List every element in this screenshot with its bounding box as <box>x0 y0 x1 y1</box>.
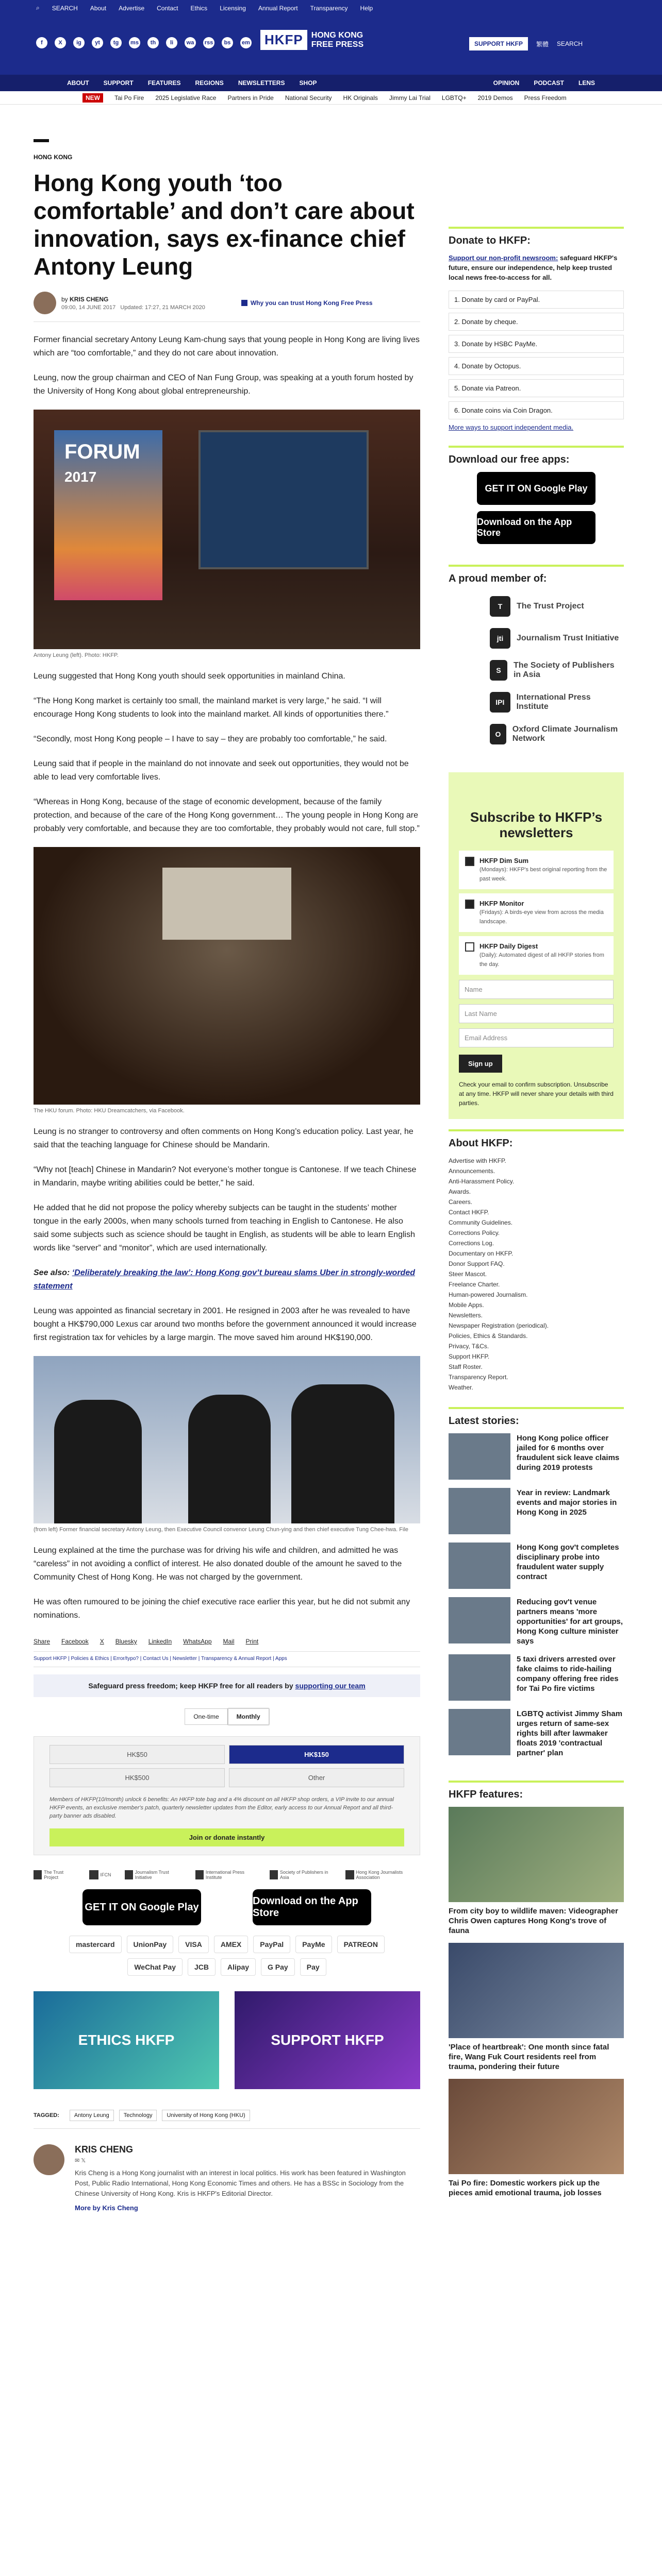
sopa-icon: S <box>490 660 507 681</box>
author-avatar <box>34 292 56 314</box>
nav-lens[interactable]: LENS <box>578 79 595 87</box>
members-widget <box>449 565 624 762</box>
signup-button[interactable]: Sign up <box>459 1055 502 1073</box>
frequency-toggle <box>34 1708 420 1725</box>
paragraph: He was often rumoured to be joining the chief executive race earlier this year, but he did not submit any nominations. <box>34 1598 410 1620</box>
about-link[interactable]: Donor Support FAQ. <box>449 1260 505 1267</box>
sopa-icon <box>270 1870 278 1879</box>
nav-support[interactable]: SUPPORT <box>103 79 134 87</box>
more-by-author-link[interactable]: More by Kris Cheng <box>75 2204 138 2212</box>
about-link[interactable]: Freelance Charter. <box>449 1281 500 1288</box>
members-title: A proud member of: <box>449 573 547 584</box>
logo-text: HONG KONG FREE PRESS <box>311 30 364 49</box>
photo-caption: Antony Leung (left). Photo: HKFP. <box>34 652 119 658</box>
trending-link[interactable]: 2019 Demos <box>477 94 513 101</box>
share-bar <box>34 1638 420 1652</box>
newsletter-option[interactable]: HKFP Monitor (Fridays): A birds-eye view from across the media landscape. <box>459 893 614 932</box>
story-item[interactable]: Reducing gov't venue partners means 'more opportunities' for art groups, Hong Kong culture minister says <box>449 1597 624 1646</box>
paragraph: He added that he did not propose the policy whereby subjects can be taught in the students’ mother tongue in the early 2000s, when many schools turned from teaching in English to Cantonese. He also said some subjects such as science should be taught in English, as students will be able to learn English words like “server” and “monitor”, which are used internationally. <box>34 1204 415 1252</box>
site-logo[interactable] <box>260 30 363 50</box>
paragraph: Leung, now the group chairman and CEO of Nan Fung Group, was speaking at a youth forum hosted by the University of Hong Kong about global entrepreneurship. <box>34 374 413 396</box>
support-banner[interactable]: SUPPORT HKFP <box>235 1991 420 2089</box>
top-nav-help[interactable]: Help <box>360 4 373 12</box>
story-thumbnail <box>449 1488 510 1534</box>
newsletter-title: Subscribe to HKFP’s newsletters <box>470 809 603 840</box>
article-title: Hong Kong youth ‘too comfortable’ and don’t care about innovation, says ex-finance chief Antony Leung <box>34 170 415 280</box>
support-team-link[interactable]: supporting our team <box>295 1682 366 1690</box>
checkbox-icon[interactable] <box>465 900 474 909</box>
title-rule <box>34 139 49 142</box>
top-nav-annual-report[interactable]: Annual Report <box>258 4 298 12</box>
auditorium-photo <box>34 847 420 1105</box>
app-store-buttons <box>34 1889 420 1925</box>
share-whatsapp[interactable]: WhatsApp <box>183 1638 212 1645</box>
trust-link[interactable]: Why you can trust Hong Kong Free Press <box>241 299 373 307</box>
nav-opinion[interactable]: OPINION <box>493 79 520 87</box>
app-store-button[interactable]: Download on the App Store <box>253 1889 371 1925</box>
story-item[interactable]: 5 taxi drivers arrested over fake claims to ride-hailing company offering free rides for Tai Po fire victims <box>449 1654 624 1701</box>
ethics-banner[interactable]: ETHICS HKFP <box>34 1991 219 2089</box>
logo-mark: HKFP <box>260 30 307 50</box>
trending-link[interactable]: Partners in Pride <box>227 94 274 101</box>
tags <box>34 2110 420 2129</box>
ipi-icon <box>195 1870 204 1879</box>
article <box>34 139 420 2212</box>
payment-methods <box>54 1936 400 1976</box>
share-mail[interactable]: Mail <box>223 1638 235 1645</box>
share-label: Share <box>34 1638 51 1645</box>
features-title: HKFP features: <box>449 1789 523 1800</box>
donate-title: Donate to HKFP: <box>449 235 531 246</box>
amount-other[interactable]: Other <box>229 1768 404 1787</box>
bluesky-icon[interactable]: bs <box>222 37 233 48</box>
more-ways-link[interactable]: More ways to support independent media. <box>449 423 574 431</box>
nav-newsletters[interactable]: NEWSLETTERS <box>238 79 285 87</box>
top-nav-about[interactable]: About <box>90 4 107 12</box>
donate-option[interactable]: 6. Donate coins via Coin Dragon. <box>449 401 624 419</box>
byline-meta: by KRIS CHENG 09:00, 14 JUNE 2017 Updated: 17:27, 21 MARCH 2020 <box>61 295 205 311</box>
byline <box>34 292 420 322</box>
oxford-icon: O <box>490 724 506 744</box>
author-box-avatar <box>34 2144 64 2175</box>
about-link[interactable]: Anti-Harassment Policy. <box>449 1178 515 1185</box>
header-actions <box>469 37 583 50</box>
publish-date: 09:00, 14 JUNE 2017 <box>61 304 116 311</box>
nav-features[interactable]: FEATURES <box>147 79 181 87</box>
trending-bar <box>0 91 662 105</box>
tag[interactable]: Antony Leung <box>70 2110 114 2121</box>
feature-image <box>449 1943 624 2038</box>
story-thumbnail <box>449 1654 510 1701</box>
about-links[interactable] <box>449 1156 624 1393</box>
author-name[interactable]: KRIS CHENG <box>70 295 109 303</box>
about-link[interactable]: Advertise with HKFP. <box>449 1157 506 1164</box>
linkedin-icon[interactable]: li <box>166 37 177 48</box>
officials-photo <box>34 1356 420 1523</box>
see-also: See also: ‘Deliberately breaking the law’: Hong Kong gov’t bureau slams Uber in strongly-worded statement <box>34 1268 415 1291</box>
ifcn-icon <box>89 1870 98 1879</box>
about-link[interactable]: Privacy, T&Cs. <box>449 1343 489 1350</box>
top-nav-licensing[interactable]: Licensing <box>220 4 246 12</box>
email-field[interactable]: Email Address <box>459 1028 614 1047</box>
partner-logo[interactable]: Journalism Trust Initiative <box>125 1870 182 1880</box>
amount-option-selected[interactable]: HK$150 <box>229 1745 404 1764</box>
monthly-tab[interactable]: Monthly <box>228 1708 269 1725</box>
main-nav <box>0 75 662 91</box>
amount-option[interactable]: HK$50 <box>49 1745 225 1764</box>
google-play-button[interactable]: GET IT ON Google Play <box>82 1889 201 1925</box>
partner-logo[interactable]: IFCN <box>89 1870 111 1879</box>
about-link[interactable]: Corrections Log. <box>449 1240 494 1247</box>
payment-logo: Pay <box>300 1958 326 1976</box>
share-print[interactable]: Print <box>245 1638 259 1645</box>
feature-image <box>449 1807 624 1902</box>
trending-link[interactable]: Jimmy Lai Trial <box>389 94 431 101</box>
join-button[interactable]: Join or donate instantly <box>49 1828 404 1846</box>
paragraph: “Secondly, most Hong Kong people – I have to say – they are probably too comfortable,” he said. <box>34 735 387 743</box>
paragraph: Leung was appointed as financial secretary in 2001. He resigned in 2003 after he was revealed to have bought a HK$790,000 Lexus car around two months before the government announced it would increase first registration tax for vehicles by a large margin. The move saved him around HK$190,000. <box>34 1307 417 1342</box>
about-link[interactable]: Contact HKFP. <box>449 1209 489 1216</box>
tag[interactable]: University of Hong Kong (HKU) <box>162 2110 250 2121</box>
paragraph: “The Hong Kong market is certainly too small, the mainland market is very large,” he said. “I will encourage Hong Kong students to look into the mainland market. All kinds of opportunities there.” <box>34 697 389 719</box>
apps-title: Download our free apps: <box>449 454 570 465</box>
nav-regions[interactable]: REGIONS <box>195 79 224 87</box>
last-name-field[interactable]: Last Name <box>459 1004 614 1023</box>
donation-form <box>34 1736 420 1855</box>
paragraph: Leung explained at the time the purchase was for driving his wife and children, and admitted he was “careless” in not avoiding a conflict of interest. He also donated double of the amount he saved to the Community Chest of Hong Kong. He was not charged by the government. <box>34 1546 402 1582</box>
trending-link[interactable]: 2025 Legislative Race <box>155 94 217 101</box>
about-link[interactable]: Steer Mascot. <box>449 1270 487 1278</box>
newsletter-option[interactable]: HKFP Dim Sum (Mondays): HKFP's best original reporting from the past week. <box>459 851 614 889</box>
updated-date: Updated: 17:27, 21 MARCH 2020 <box>120 304 205 311</box>
support-hkfp-button[interactable]: SUPPORT HKFP <box>469 37 528 50</box>
about-widget <box>449 1129 624 1399</box>
partner-logo[interactable]: Hong Kong Journalists Association <box>345 1870 420 1880</box>
person-figure <box>188 1395 271 1523</box>
paragraph: Leung suggested that Hong Kong youth should seek opportunities in mainland China. <box>34 672 345 681</box>
latest-title: Latest stories: <box>449 1415 519 1427</box>
share-linkedin[interactable]: LinkedIn <box>148 1638 172 1645</box>
nav-podcast[interactable]: PODCAST <box>534 79 564 87</box>
stage-screen <box>162 868 291 940</box>
share-bluesky[interactable]: Bluesky <box>115 1638 137 1645</box>
about-link[interactable]: Human-powered Journalism. <box>449 1291 528 1298</box>
photo-caption: The HKU forum. Photo: HKU Dreamcatchers, via Facebook. <box>34 1108 185 1114</box>
forum-screen <box>198 430 369 569</box>
payment-logo: mastercard <box>69 1936 122 1953</box>
checkbox-icon[interactable] <box>465 942 474 952</box>
donate-link[interactable]: Support our non-profit newsroom: <box>449 254 558 262</box>
about-link[interactable]: Community Guidelines. <box>449 1219 513 1226</box>
new-badge: NEW <box>82 93 103 103</box>
ipi-icon: IPI <box>490 692 510 713</box>
tag[interactable]: Technology <box>119 2110 157 2121</box>
payment-logo: PayMe <box>295 1936 332 1953</box>
author-box-name[interactable]: KRIS CHENG <box>75 2144 134 2155</box>
photo-caption: (from left) Former financial secretary Antony Leung, then Executive Council convenor Leung Chun-ying and then chief executive Tung Chee-hwa. File <box>34 1527 409 1533</box>
about-link[interactable]: Mobile Apps. <box>449 1301 484 1309</box>
jti-icon: jti <box>490 628 510 649</box>
search-icon[interactable]: ⌕ <box>36 4 40 11</box>
apps-widget <box>449 446 624 556</box>
feature-item[interactable]: From city boy to wildlife maven: Videographer Chris Owen captures Hong Kong's trove of fauna <box>449 1807 624 1936</box>
google-play-button[interactable]: GET IT ON Google Play <box>477 472 595 505</box>
tags-label: TAGGED: <box>34 2112 59 2119</box>
about-link[interactable]: Careers. <box>449 1198 473 1206</box>
latest-widget <box>449 1407 624 1772</box>
newsletter-widget <box>449 772 624 1119</box>
whatsapp-icon[interactable]: wa <box>185 37 196 48</box>
donate-widget <box>449 227 624 437</box>
amount-option[interactable]: HK$500 <box>49 1768 225 1787</box>
footer-links[interactable]: Support HKFP | Policies & Ethics | Error/typo? | Contact Us | Newsletter | Transparency & Annual Report | Apps <box>34 1656 420 1667</box>
jti-icon <box>125 1870 133 1879</box>
trending-link[interactable]: HK Originals <box>343 94 378 101</box>
member-logo[interactable]: S The Society of Publishers in Asia <box>490 660 624 681</box>
name-field[interactable]: Name <box>459 980 614 999</box>
about-title: About HKFP: <box>449 1138 513 1149</box>
donate-option[interactable]: 1. Donate by card or PayPal. <box>449 291 624 309</box>
promo-banners <box>34 1991 420 2089</box>
telegram-icon[interactable]: tg <box>110 37 122 48</box>
about-link[interactable]: Awards. <box>449 1188 471 1195</box>
payment-logo: PayPal <box>253 1936 290 1953</box>
x-icon[interactable]: X <box>55 37 66 48</box>
email-icon[interactable]: em <box>240 37 252 48</box>
features-widget <box>449 1781 624 2211</box>
author-bio: Kris Cheng is a Hong Kong journalist with an interest in local politics. His work has been featured in Washington Post, Public Radio International, Hong Kong Economic Times and others. He has a BSSc in Sociology from the Chinese University of Hong Kong. Kris is HKFP's Editorial Director. <box>75 2169 406 2197</box>
share-x[interactable]: X <box>100 1638 104 1645</box>
story-item[interactable]: LGBTQ activist Jimmy Sham urges return of same-sex rights bill after lawmaker floats 2019 'contractual partner' plan <box>449 1709 624 1758</box>
about-link[interactable]: Weather. <box>449 1384 473 1391</box>
payment-logo: WeChat Pay <box>127 1958 183 1976</box>
hkja-icon <box>345 1870 354 1879</box>
donate-option[interactable]: 4. Donate by Octopus. <box>449 357 624 375</box>
rss-icon[interactable]: rss <box>203 37 214 48</box>
info-icon <box>241 300 247 306</box>
top-nav-contact[interactable]: Contact <box>157 4 178 12</box>
about-link[interactable]: Transparency Report. <box>449 1374 508 1381</box>
person-figure <box>291 1384 394 1523</box>
about-link[interactable]: Support HKFP. <box>449 1353 490 1360</box>
paragraph: Leung said that if people in the mainland do not innovate and seek out opportunities, they would not be able to lead very comfortable lives. <box>34 759 409 782</box>
newsletter-option[interactable]: HKFP Daily Digest (Daily): Automated digest of all HKFP stories from the day. <box>459 936 614 975</box>
instagram-icon[interactable]: ig <box>73 37 85 48</box>
member-logo[interactable]: O Oxford Climate Journalism Network <box>490 724 624 744</box>
payment-logo: Alipay <box>221 1958 256 1976</box>
donate-option[interactable]: 5. Donate via Patreon. <box>449 379 624 397</box>
membership-note: Members of HKFP(10/month) unlock 6 benefits: An HKFP tote bag and a 4% discount on all HKFP shop orders, a VIP invite to our annual HKFP events, an exclusive member's patch, quarterly newsletter updates from the Editor, early access to our Annual Report and all third-party banner ads disabled. <box>49 1797 394 1819</box>
top-nav-ethics[interactable]: Ethics <box>190 4 208 12</box>
paragraph: Former financial secretary Antony Leung Kam-chung says that young people in Hong Kong are living lives which are “too comfortable,” and they do not care about innovation. <box>34 335 420 358</box>
payment-logo: PATREON <box>337 1936 385 1953</box>
about-link[interactable]: Corrections Policy. <box>449 1229 500 1236</box>
donate-banner: Safeguard press freedom; keep HKFP free for all readers by supporting our team <box>34 1674 420 1697</box>
story-thumbnail <box>449 1433 510 1480</box>
story-item[interactable]: Hong Kong gov't completes disciplinary probe into fraudulent water supply contract <box>449 1543 624 1589</box>
partner-logo[interactable]: The Trust Project <box>34 1870 76 1880</box>
social-icons <box>36 37 252 48</box>
story-item[interactable]: Hong Kong police officer jailed for 6 months over fraudulent sick leave claims during 2019 protests <box>449 1433 624 1480</box>
forum-banner: FORUM 2017 <box>54 430 162 600</box>
story-thumbnail <box>449 1709 510 1755</box>
feature-item[interactable]: Tai Po fire: Domestic workers pick up the pieces amid emotional trauma, job losses <box>449 2079 624 2198</box>
story-thumbnail <box>449 1543 510 1589</box>
newsletter-note: Check your email to confirm subscription. Unsubscribe at any time. HKFP will never share your details with third parties. <box>459 1081 614 1107</box>
partner-logo[interactable]: International Press Institute <box>195 1870 256 1880</box>
forum-photo <box>34 410 420 649</box>
member-logo[interactable]: T The Trust Project <box>490 596 624 617</box>
about-link[interactable]: Documentary on HKFP. <box>449 1250 514 1257</box>
nav-about[interactable]: ABOUT <box>67 79 89 87</box>
trust-project-icon: T <box>490 596 510 617</box>
feature-item[interactable]: 'Place of heartbreak': One month since fatal fire, Wang Fuk Court residents reel from trauma, pondering their future <box>449 1943 624 2072</box>
partner-logo[interactable]: Society of Publishers in Asia <box>270 1870 333 1880</box>
see-also-link[interactable]: ‘Deliberately breaking the law’: Hong Kong gov’t bureau slams Uber in strongly-worded statement <box>34 1268 415 1291</box>
mastodon-icon[interactable]: ms <box>129 37 140 48</box>
trending-link[interactable]: Tai Po Fire <box>114 94 144 101</box>
member-logo[interactable]: jti Journalism Trust Initiative <box>490 628 624 649</box>
about-link[interactable]: Announcements. <box>449 1167 495 1175</box>
trust-project-icon <box>34 1870 42 1879</box>
donate-option[interactable]: 2. Donate by cheque. <box>449 313 624 331</box>
header-search[interactable]: SEARCH <box>557 40 583 47</box>
top-nav-advertise[interactable]: Advertise <box>119 4 145 12</box>
article-category[interactable]: HONG KONG <box>34 154 73 161</box>
payment-logo: UnionPay <box>127 1936 174 1953</box>
trending-link[interactable]: National Security <box>285 94 332 101</box>
person-figure <box>54 1400 142 1523</box>
feature-image <box>449 2079 624 2174</box>
about-link[interactable]: Newspaper Registration (periodical). <box>449 1322 549 1329</box>
facebook-icon[interactable]: f <box>36 37 47 48</box>
about-link[interactable]: Newsletters. <box>449 1312 483 1319</box>
story-item[interactable]: Year in review: Landmark events and major stories in Hong Kong in 2025 <box>449 1488 624 1534</box>
payment-logo: JCB <box>188 1958 216 1976</box>
one-time-tab[interactable]: One-time <box>185 1708 227 1725</box>
paragraph: Leung is no stranger to controversy and often comments on Hong Kong’s education policy. Last year, he said that the teaching language for Chinese should be Mandarin. <box>34 1127 413 1149</box>
nav-shop[interactable]: SHOP <box>299 79 317 87</box>
top-nav <box>36 4 373 12</box>
language-toggle[interactable]: 繁體 <box>536 40 549 48</box>
checkbox-icon[interactable] <box>465 857 474 866</box>
about-link[interactable]: Policies, Ethics & Standards. <box>449 1332 528 1340</box>
share-facebook[interactable]: Facebook <box>61 1638 89 1645</box>
payment-logo: AMEX <box>214 1936 248 1953</box>
member-logo[interactable]: IPI International Press Institute <box>490 692 624 713</box>
youtube-icon[interactable]: yt <box>92 37 103 48</box>
threads-icon[interactable]: th <box>147 37 159 48</box>
paragraph: “Why not [teach] Chinese in Mandarin? Not everyone’s mother tongue is Cantonese. If we teach Chinese in Mandarin, maybe writing abilities could be better,” he said. <box>34 1165 417 1188</box>
partner-logos <box>34 1870 420 1880</box>
donate-option[interactable]: 3. Donate by HSBC PayMe. <box>449 335 624 353</box>
payment-logo: VISA <box>178 1936 209 1953</box>
author-box <box>34 2144 420 2212</box>
donate-text: Support our non-profit newsroom: safeguard HKFP's future, ensure our independence, help keep trusted local news free-to-access for all. <box>449 254 618 281</box>
sidebar <box>449 227 624 2211</box>
app-store-button[interactable]: Download on the App Store <box>477 511 595 544</box>
payment-logo: G Pay <box>261 1958 295 1976</box>
trending-link[interactable]: LGBTQ+ <box>441 94 467 101</box>
trending-link[interactable]: Press Freedom <box>524 94 567 101</box>
paragraph: “Whereas in Hong Kong, because of the stage of economic development, because of the family protection, and because of the care of the Hong Kong government… The young people in Hong Kong are probably very comfortable, and because they are too comfortable, they probably would not care, full stop.” <box>34 798 420 833</box>
top-nav-transparency[interactable]: Transparency <box>310 4 348 12</box>
author-social-icons[interactable]: ✉ 𝕏 <box>75 2158 86 2164</box>
about-link[interactable]: Staff Roster. <box>449 1363 483 1370</box>
top-search[interactable]: SEARCH <box>52 4 78 12</box>
story-thumbnail <box>449 1597 510 1643</box>
